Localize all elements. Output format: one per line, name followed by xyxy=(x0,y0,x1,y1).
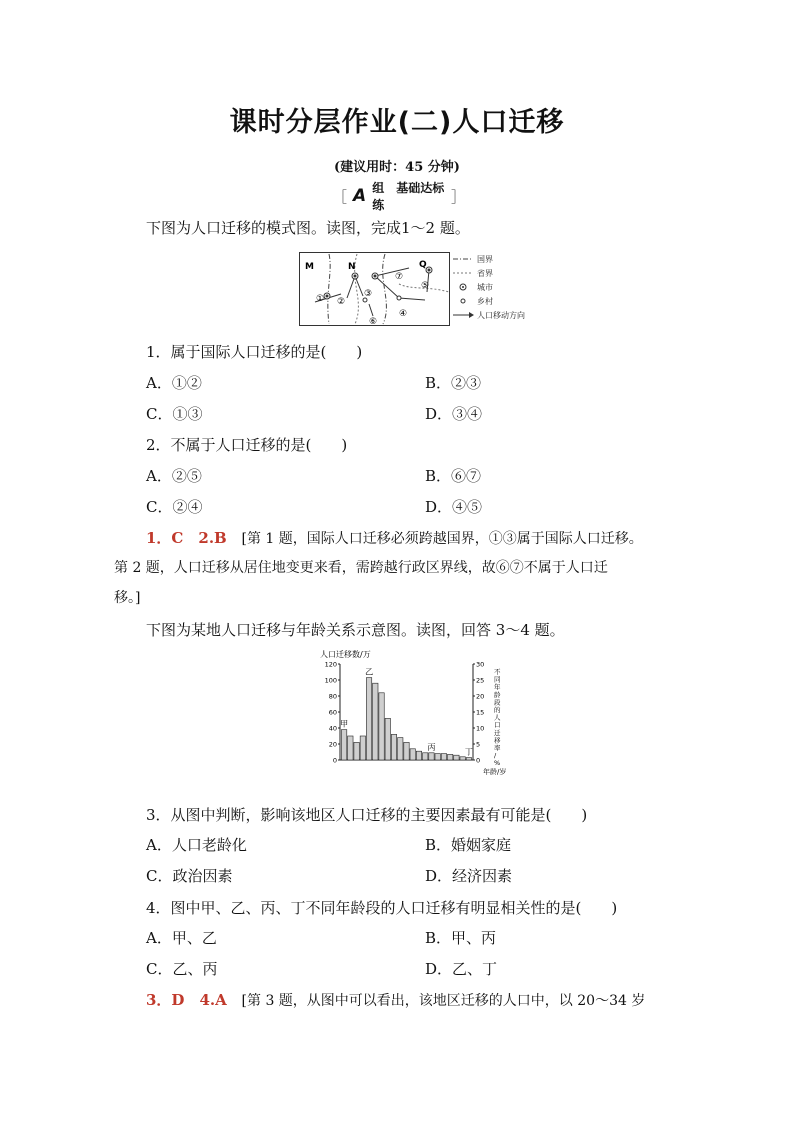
q1-option-d[interactable]: D．③④ xyxy=(425,405,483,423)
chart-y2label-char: 率 xyxy=(494,744,501,752)
chart-bar xyxy=(416,751,421,760)
question-1: 1．属于国际人口迁移的是( ) xyxy=(146,343,363,361)
map-node-6: ⑥ xyxy=(369,317,378,327)
chart-y2label-char: 移 xyxy=(494,736,501,745)
answer-explanation-4: [第 3 题，从图中可以看出，该地区迁移的人口中，以 20～34 岁 xyxy=(241,993,646,1009)
map-letter-q: Q xyxy=(419,260,427,270)
chart-bar xyxy=(398,738,403,760)
chart-bar xyxy=(466,758,471,760)
chart-ylabel: 人口迁移数/万 xyxy=(320,650,371,659)
chart-annotation: 甲 xyxy=(340,719,349,729)
chart-bar xyxy=(447,754,452,760)
chart-y2tick-label: 30 xyxy=(476,660,485,669)
chart-y2tick-label: 0 xyxy=(476,756,481,765)
answer-explanation-1: [第 1 题，国际人口迁移必须跨越国界，①③属于国际人口迁移。 xyxy=(241,531,643,547)
village-marker xyxy=(397,296,401,300)
chart-y2label-char: 同 xyxy=(494,675,501,684)
page-title: 课时分层作业(二)人口迁移 xyxy=(229,107,565,138)
question-3: 3．从图中判断，影响该地区人口迁移的主要因素最有可能是( ) xyxy=(146,806,588,824)
q4-option-b[interactable]: B．甲、丙 xyxy=(425,929,497,947)
q2-option-d[interactable]: D．④⑤ xyxy=(425,498,483,516)
chart-y2label-char: 年 xyxy=(494,683,501,692)
q2-option-b[interactable]: B．⑥⑦ xyxy=(425,467,482,485)
suggested-time: (建议用时：45 分钟) xyxy=(334,160,460,175)
answer-explanation-2: 第 2 题，人口迁移从居住地变更来看，需跨越行政区界线，故⑥⑦不属于人口迁 xyxy=(114,560,608,576)
chart-annotation: 丁 xyxy=(464,747,473,757)
map-node-7: ⑦ xyxy=(395,272,404,282)
chart-bar xyxy=(391,734,396,760)
chart-bar xyxy=(366,678,371,760)
q4-option-d[interactable]: D．乙、丁 xyxy=(425,960,498,978)
chart-y2label-char: 人 xyxy=(494,713,501,722)
chart-bar xyxy=(460,757,465,760)
chart-y2tick-label: 5 xyxy=(476,740,481,749)
chart-bar xyxy=(385,718,390,760)
q2-option-c[interactable]: C．②④ xyxy=(146,498,203,516)
q1-option-a[interactable]: A．①② xyxy=(146,374,202,392)
chart-y2label-char: 段 xyxy=(494,698,501,707)
q2-option-a[interactable]: A．②⑤ xyxy=(146,467,202,485)
chart-bar xyxy=(441,754,446,760)
chart-bar xyxy=(410,749,415,760)
chart-y2label-char: / xyxy=(494,751,497,760)
chart-bar xyxy=(373,683,378,760)
chart-xlabel: 年龄/岁 xyxy=(483,768,507,776)
chart-ytick-label: 60 xyxy=(328,708,337,717)
chart-y2label xyxy=(494,668,501,767)
chart-y2label-char: 龄 xyxy=(494,690,501,699)
chart-y2label-char: 口 xyxy=(494,721,501,730)
legend-village: 乡村 xyxy=(477,297,493,306)
map-node-3: ③ xyxy=(364,289,373,299)
city-marker-dot xyxy=(326,295,328,297)
migration-age-chart xyxy=(318,648,518,780)
group-letter: A xyxy=(353,186,367,206)
chart-bar xyxy=(360,736,365,760)
intro-text-1: 下图为人口迁移的模式图。读图，完成1～2 题。 xyxy=(146,219,470,237)
chart-ytick-label: 100 xyxy=(324,676,337,685)
chart-annotation: 丙 xyxy=(427,742,436,752)
legend-province-border: 省界 xyxy=(477,269,493,278)
map-node-4: ④ xyxy=(399,309,408,319)
chart-bar xyxy=(435,754,440,760)
q1-option-b[interactable]: B．②③ xyxy=(425,374,482,392)
chart-y2tick-label: 15 xyxy=(476,708,485,717)
chart-ytick-label: 20 xyxy=(328,740,337,749)
chart-ytick-label: 120 xyxy=(324,660,337,669)
q4-option-c[interactable]: C．乙、丙 xyxy=(146,960,218,978)
legend-village-symbol xyxy=(461,299,465,303)
chart-annotation: 乙 xyxy=(365,667,374,677)
chart-bar xyxy=(454,755,459,760)
map-node-1: ① xyxy=(316,294,325,304)
chart-y2label-char: 迁 xyxy=(494,728,501,737)
chart-ytick-label: 0 xyxy=(332,756,337,765)
chart-y2tick-label: 10 xyxy=(476,724,485,733)
q3-option-b[interactable]: B．婚姻家庭 xyxy=(425,836,512,854)
q1-option-c[interactable]: C．①③ xyxy=(146,405,203,423)
q3-option-a[interactable]: A．人口老龄化 xyxy=(146,836,247,854)
bracket-left-icon: ［ xyxy=(332,187,348,206)
q4-option-a[interactable]: A．甲、乙 xyxy=(146,929,217,947)
city-marker-dot xyxy=(374,275,376,277)
bracket-right-icon: ］ xyxy=(450,187,466,206)
question-4: 4．图中甲、乙、丙、丁不同年龄段的人口迁移有明显相关性的是( ) xyxy=(146,899,618,917)
legend-migration-direction: 人口移动方向 xyxy=(477,311,525,320)
intro-text-2: 下图为某地人口迁移与年龄关系示意图。读图，回答 3～4 题。 xyxy=(146,621,565,639)
legend-city: 城市 xyxy=(477,283,493,292)
chart-y2label-char: % xyxy=(494,759,501,768)
chart-ytick-label: 40 xyxy=(328,724,337,733)
question-2: 2．不属于人口迁移的是( ) xyxy=(146,436,348,454)
group-label: 组 基础达标练 xyxy=(372,181,445,212)
answer-explanation-3: 移。] xyxy=(114,590,141,606)
chart-y2label-char: 不 xyxy=(494,668,501,676)
answer-block-2 xyxy=(146,989,645,1012)
chart-y2tick-label: 25 xyxy=(476,676,485,685)
q3-option-c[interactable]: C．政治因素 xyxy=(146,867,233,885)
chart-bar xyxy=(348,736,353,760)
group-badge xyxy=(332,181,466,212)
chart-y2tick-label: 20 xyxy=(476,692,485,701)
chart-bar xyxy=(341,730,346,760)
city-marker-dot xyxy=(354,275,356,277)
chart-bar xyxy=(429,753,434,760)
map-letter-n: N xyxy=(348,262,356,272)
city-marker-dot xyxy=(428,269,430,271)
map-node-5: ⑤ xyxy=(421,281,430,291)
migration-model-map xyxy=(299,252,539,330)
chart-y2label-char: 的 xyxy=(494,706,501,714)
answer-block-1 xyxy=(146,527,643,550)
chart-bar xyxy=(404,742,409,760)
chart-bar xyxy=(423,753,428,760)
answer-key-1: 1．C 2.B xyxy=(146,529,227,547)
map-node-2: ② xyxy=(337,297,346,307)
legend-national-border: 国界 xyxy=(477,255,493,264)
chart-bar xyxy=(379,693,384,760)
q3-option-d[interactable]: D．经济因素 xyxy=(425,867,513,885)
answer-key-2: 3．D 4.A xyxy=(146,991,227,1009)
map-letter-m: M xyxy=(305,262,314,272)
chart-ytick-label: 80 xyxy=(328,692,337,701)
chart-bar xyxy=(354,742,359,760)
